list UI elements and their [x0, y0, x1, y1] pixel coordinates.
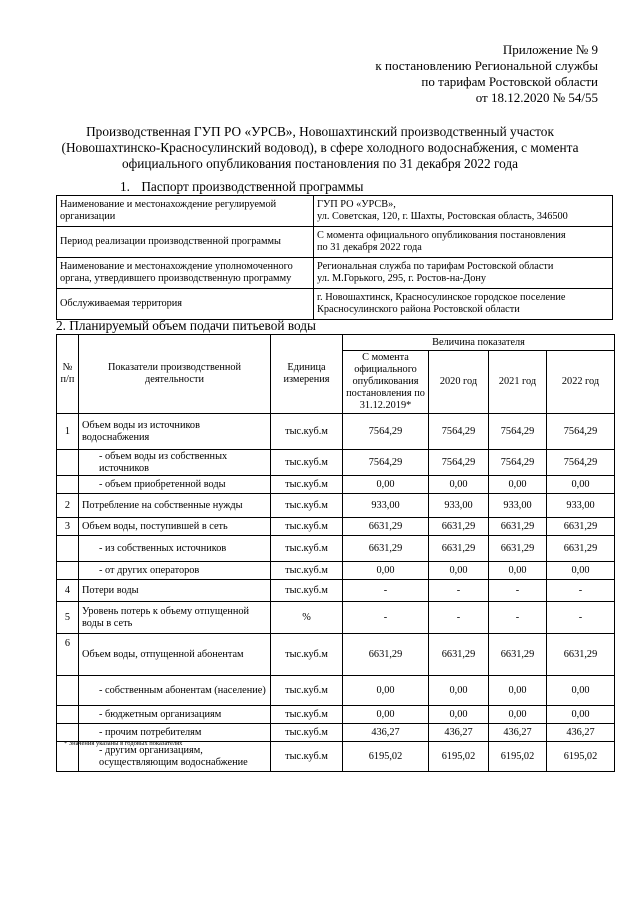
document-title: [60, 124, 580, 172]
row-value: 6195,02: [547, 742, 615, 772]
row-value: 6631,29: [489, 536, 547, 562]
title-line: Производственная ГУП РО «УРСВ», Новошахтинский производственный участок: [86, 124, 554, 139]
table-row: [57, 562, 615, 580]
table-row: [57, 634, 615, 676]
title-line: официального опубликования постановления по 31 декабря 2022 года: [121, 156, 519, 171]
row-value: 0,00: [547, 676, 615, 706]
row-name: Потребление на собственные нужды: [79, 494, 271, 518]
row-value: 933,00: [343, 494, 429, 518]
row-value: 436,27: [429, 724, 489, 742]
row-name: - из собственных источников: [79, 536, 271, 562]
row-value: 6631,29: [343, 634, 429, 676]
table-row: [57, 289, 613, 320]
row-num: [57, 562, 79, 580]
table-row: [57, 227, 613, 258]
section-1-heading: [120, 179, 363, 195]
header-unit: Единица измерения: [271, 335, 343, 414]
appendix-header: [375, 42, 598, 106]
row-value: 436,27: [547, 724, 615, 742]
header-2020: 2020 год: [429, 351, 489, 414]
table-row: [57, 536, 615, 562]
row-name: - бюджетным организациям: [79, 706, 271, 724]
header-group: Величина показателя: [343, 335, 615, 351]
passport-label: Обслуживаемая территория: [57, 289, 314, 320]
row-value: 7564,29: [547, 414, 615, 450]
passport-value: С момента официального опубликования постановления по 31 декабря 2022 года: [314, 227, 613, 258]
row-value: -: [489, 580, 547, 602]
row-value: 0,00: [489, 676, 547, 706]
row-unit: тыс.куб.м: [271, 742, 343, 772]
row-name: Объем воды, отпущенной абонентам: [79, 634, 271, 676]
passport-value: ГУП РО «УРСВ», ул. Советская, 120, г. Шахты, Ростовская область, 346500: [314, 196, 613, 227]
row-value: 6631,29: [489, 518, 547, 536]
appendix-line: к постановлению Региональной службы: [375, 58, 598, 73]
table-row: [57, 676, 615, 706]
row-value: 0,00: [489, 706, 547, 724]
table-row: [57, 602, 615, 634]
header-num: № п/п: [57, 335, 79, 414]
row-unit: %: [271, 602, 343, 634]
row-value: 7564,29: [343, 450, 429, 476]
row-name: Уровень потерь к объему отпущенной воды в сеть: [79, 602, 271, 634]
table-header-row: [57, 335, 615, 351]
row-value: -: [343, 580, 429, 602]
row-value: -: [429, 580, 489, 602]
passport-value: г. Новошахтинск, Красносулинское городское поселение Красносулинского района Ростовской области: [314, 289, 613, 320]
row-value: -: [547, 602, 615, 634]
row-value: 6631,29: [489, 634, 547, 676]
row-value: 7564,29: [547, 450, 615, 476]
row-num: [57, 476, 79, 494]
section-1-number: 1.: [120, 179, 130, 194]
row-value: 0,00: [429, 706, 489, 724]
row-num: [57, 724, 79, 742]
row-name: Потери воды: [79, 580, 271, 602]
row-value: 7564,29: [343, 414, 429, 450]
row-value: 933,00: [429, 494, 489, 518]
row-value: 436,27: [343, 724, 429, 742]
table-row: [57, 494, 615, 518]
row-value: 6195,02: [489, 742, 547, 772]
row-num: 4: [57, 580, 79, 602]
row-value: 0,00: [547, 476, 615, 494]
table-row: [57, 476, 615, 494]
header-period1: С момента официального опубликования постановления по 31.12.2019*: [343, 351, 429, 414]
row-num: 2: [57, 494, 79, 518]
table-row: [57, 414, 615, 450]
row-unit: тыс.куб.м: [271, 724, 343, 742]
row-num: 5: [57, 602, 79, 634]
header-2021: 2021 год: [489, 351, 547, 414]
row-value: -: [343, 602, 429, 634]
row-num: [57, 536, 79, 562]
row-unit: тыс.куб.м: [271, 414, 343, 450]
row-num: [57, 450, 79, 476]
row-value: -: [489, 602, 547, 634]
row-name: Объем воды из источников водоснабжения: [79, 414, 271, 450]
table-row: [57, 724, 615, 742]
row-name: - объем приобретенной воды: [79, 476, 271, 494]
table-row: [57, 450, 615, 476]
row-unit: тыс.куб.м: [271, 536, 343, 562]
row-value: 933,00: [547, 494, 615, 518]
row-unit: тыс.куб.м: [271, 518, 343, 536]
header-indicator: Показатели производственной деятельности: [79, 335, 271, 414]
appendix-line: Приложение № 9: [502, 42, 598, 57]
passport-label: Период реализации производственной программы: [57, 227, 314, 258]
section-1-title: Паспорт производственной программы: [141, 179, 364, 194]
row-name: - от других операторов: [79, 562, 271, 580]
row-unit: тыс.куб.м: [271, 450, 343, 476]
row-num: 1: [57, 414, 79, 450]
row-value: 0,00: [429, 676, 489, 706]
row-value: 6631,29: [547, 536, 615, 562]
volume-table: [56, 334, 615, 772]
row-value: 6195,02: [343, 742, 429, 772]
row-name: - другим организациям, осуществляющим водоснабжение: [79, 742, 271, 772]
row-num: [57, 676, 79, 706]
row-value: 0,00: [429, 476, 489, 494]
section-2-heading: 2. Планируемый объем подачи питьевой воды: [56, 318, 316, 333]
row-value: 0,00: [489, 476, 547, 494]
appendix-line: по тарифам Ростовской области: [421, 74, 598, 89]
row-num: [57, 706, 79, 724]
row-value: 436,27: [489, 724, 547, 742]
table-row: [57, 258, 613, 289]
footnote: * Значения указаны в годовых показателях: [64, 740, 183, 747]
row-unit: тыс.куб.м: [271, 634, 343, 676]
row-value: 6631,29: [429, 634, 489, 676]
row-value: 0,00: [343, 562, 429, 580]
row-unit: тыс.куб.м: [271, 706, 343, 724]
row-name: - собственным абонентам (население): [79, 676, 271, 706]
row-unit: тыс.куб.м: [271, 676, 343, 706]
table-row: [57, 518, 615, 536]
row-num: 3: [57, 518, 79, 536]
row-value: 6195,02: [429, 742, 489, 772]
passport-value: Региональная служба по тарифам Ростовской области ул. М.Горького, 295, г. Ростов-на-Дону: [314, 258, 613, 289]
row-unit: тыс.куб.м: [271, 476, 343, 494]
table-row: [57, 580, 615, 602]
row-value: 0,00: [489, 562, 547, 580]
row-value: 7564,29: [429, 450, 489, 476]
row-value: 6631,29: [429, 518, 489, 536]
row-value: 0,00: [343, 676, 429, 706]
table-row: [57, 706, 615, 724]
row-value: 7564,29: [489, 450, 547, 476]
row-value: 6631,29: [343, 536, 429, 562]
row-unit: тыс.куб.м: [271, 562, 343, 580]
row-value: -: [547, 580, 615, 602]
table-row: [57, 196, 613, 227]
row-value: 7564,29: [429, 414, 489, 450]
header-2022: 2022 год: [547, 351, 615, 414]
row-unit: тыс.куб.м: [271, 494, 343, 518]
title-line: (Новошахтинско-Красносулинский водовод), в сфере холодного водоснабжения, с момента: [61, 140, 579, 155]
row-num: 6: [57, 634, 79, 676]
row-value: -: [429, 602, 489, 634]
row-value: 933,00: [489, 494, 547, 518]
row-value: 6631,29: [547, 634, 615, 676]
passport-label: Наименование и местонахождение уполномоченного органа, утвердившего производственную программу: [57, 258, 314, 289]
row-value: 0,00: [343, 706, 429, 724]
passport-label: Наименование и местонахождение регулируемой организации: [57, 196, 314, 227]
row-unit: тыс.куб.м: [271, 580, 343, 602]
row-value: 6631,29: [547, 518, 615, 536]
row-value: 0,00: [547, 706, 615, 724]
row-name: - прочим потребителям: [79, 724, 271, 742]
row-value: 6631,29: [343, 518, 429, 536]
row-value: 0,00: [429, 562, 489, 580]
row-name: Объем воды, поступившей в сеть: [79, 518, 271, 536]
appendix-line: от 18.12.2020 № 54/55: [475, 90, 598, 105]
passport-table: [56, 195, 613, 320]
row-value: 6631,29: [429, 536, 489, 562]
row-value: 0,00: [343, 476, 429, 494]
row-value: 7564,29: [489, 414, 547, 450]
row-name: - объем воды из собственных источников: [79, 450, 271, 476]
row-value: 0,00: [547, 562, 615, 580]
